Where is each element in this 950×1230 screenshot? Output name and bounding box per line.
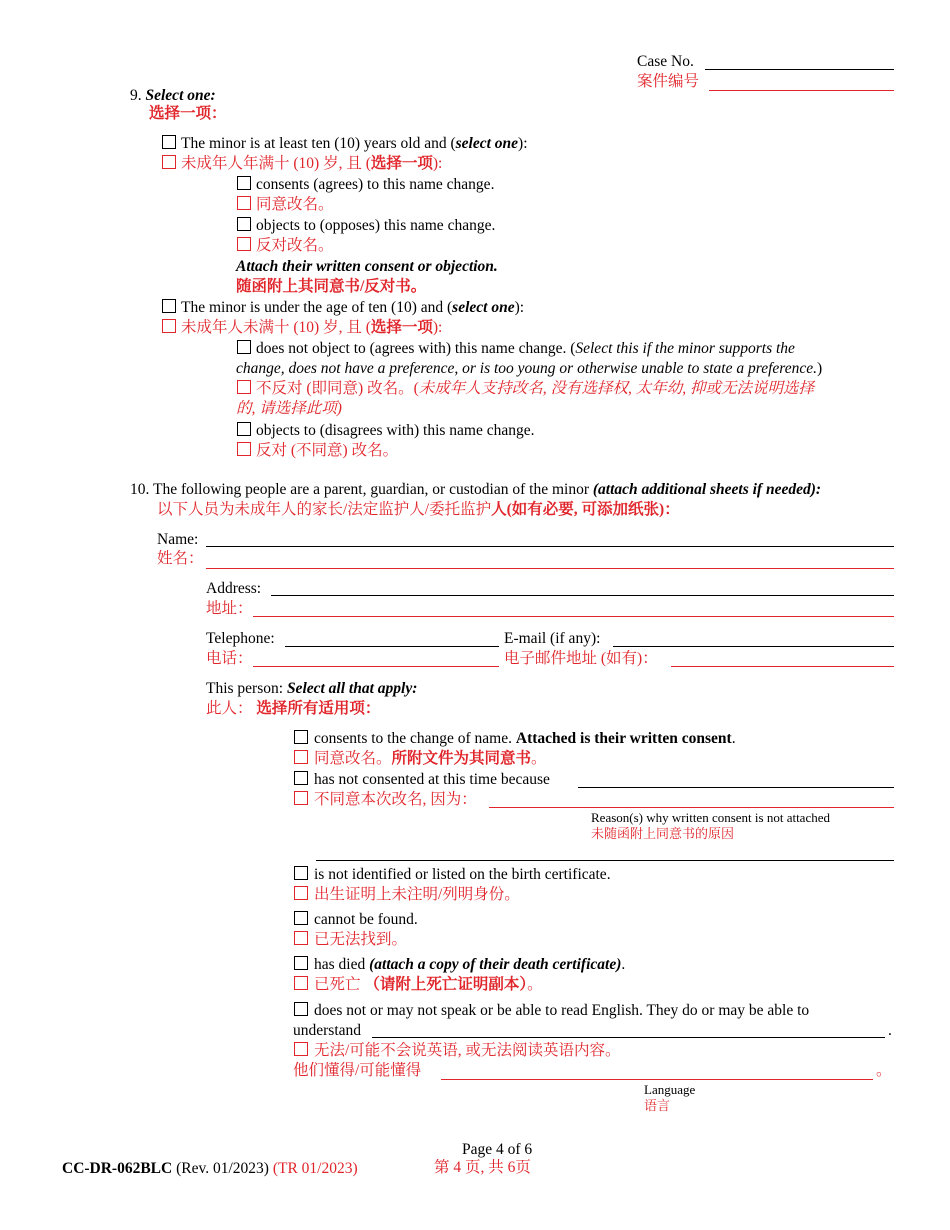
language-field[interactable] bbox=[372, 1037, 885, 1038]
person-consents-label-zh: 同意改名。所附文件为其同意书。 bbox=[314, 750, 547, 767]
language-caption: Language bbox=[644, 1082, 696, 1097]
does-not-object-checkbox[interactable] bbox=[237, 340, 251, 354]
person-consents-checkbox-zh[interactable] bbox=[294, 750, 308, 764]
name-label: Name: bbox=[157, 531, 199, 548]
person-consents-checkbox[interactable] bbox=[294, 730, 308, 744]
email-line-zh bbox=[671, 666, 894, 667]
page-number: Page 4 of 6 bbox=[462, 1141, 533, 1158]
minor-under-ten-label-zh: 未成年人未满十 (10) 岁, 且 (选择一项): bbox=[181, 319, 443, 336]
this-person-label: This person: Select all that apply: bbox=[206, 680, 418, 697]
not-on-birth-cert-checkbox[interactable] bbox=[294, 866, 308, 880]
item-10-intro: 10. The following people are a parent, guardian, or custodian of the minor (attach additional sheets if needed): bbox=[130, 481, 822, 498]
address-line-zh bbox=[253, 616, 894, 617]
language-caption-zh: 语言 bbox=[644, 1098, 671, 1113]
minor-under-ten-checkbox[interactable] bbox=[162, 299, 176, 313]
minor-under-ten-label: The minor is under the age of ten (10) and (select one): bbox=[181, 299, 525, 316]
telephone-line-zh bbox=[253, 666, 499, 667]
disagrees-checkbox-zh[interactable] bbox=[237, 442, 251, 456]
minor-over-ten-checkbox[interactable] bbox=[162, 135, 176, 149]
telephone-field[interactable] bbox=[285, 646, 499, 647]
cannot-be-found-label: cannot be found. bbox=[314, 911, 418, 928]
not-on-birth-cert-label-zh: 出生证明上未注明/列明身份。 bbox=[314, 886, 520, 903]
not-on-birth-cert-checkbox-zh[interactable] bbox=[294, 886, 308, 900]
minor-over-ten-label: The minor is at least ten (10) years old and (select one): bbox=[181, 135, 528, 152]
not-consented-line-zh bbox=[489, 807, 894, 808]
not-consented-checkbox[interactable] bbox=[294, 771, 308, 785]
consents-label-zh: 同意改名。 bbox=[256, 196, 334, 213]
case-no-line-zh bbox=[709, 90, 894, 91]
this-person-label-zh: 此人： 选择所有适用项： bbox=[206, 700, 381, 717]
understand-period: . bbox=[888, 1022, 892, 1039]
not-consented-checkbox-zh[interactable] bbox=[294, 791, 308, 805]
consents-checkbox-zh[interactable] bbox=[237, 196, 251, 210]
attach-instruction-zh: 随函附上其同意书/反对书。 bbox=[236, 278, 427, 295]
email-field[interactable] bbox=[613, 646, 894, 647]
consents-label: consents (agrees) to this name change. bbox=[256, 176, 495, 193]
does-not-object-checkbox-zh[interactable] bbox=[237, 380, 251, 394]
has-died-checkbox-zh[interactable] bbox=[294, 976, 308, 990]
reason-caption: Reason(s) why written consent is not attached bbox=[591, 810, 830, 825]
has-died-label: has died (attach a copy of their death certificate). bbox=[314, 956, 626, 973]
name-field[interactable] bbox=[206, 546, 894, 547]
disagrees-label: objects to (disagrees with) this name change. bbox=[256, 422, 535, 439]
not-on-birth-cert-label: is not identified or listed on the birth certificate. bbox=[314, 866, 611, 883]
person-consents-label: consents to the change of name. Attached is their written consent. bbox=[314, 730, 736, 747]
understand-label-zh: 他们懂得/可能懂得 bbox=[293, 1062, 422, 1079]
email-label-zh: 电子邮件地址 (如有)： bbox=[504, 650, 658, 667]
case-no-label-zh: 案件编号 bbox=[637, 73, 700, 90]
does-not-object-label-cont: change, does not have a preference, or is too young or otherwise unable to state a preference.) bbox=[236, 360, 823, 377]
address-label: Address: bbox=[206, 580, 262, 597]
does-not-object-label: does not object to (agrees with) this name change. (Select this if the minor supports the bbox=[256, 340, 795, 357]
consents-checkbox[interactable] bbox=[237, 176, 251, 190]
disagrees-checkbox[interactable] bbox=[237, 422, 251, 436]
minor-under-ten-checkbox-zh[interactable] bbox=[162, 319, 176, 333]
email-label: E-mail (if any): bbox=[504, 630, 601, 647]
objects-checkbox[interactable] bbox=[237, 217, 251, 231]
does-not-object-label-zh: 不反对 (即同意) 改名。(未成年人支持改名, 没有选择权, 太年幼, 抑或无法说明选择 bbox=[256, 380, 815, 397]
case-no-label: Case No. bbox=[637, 53, 694, 70]
form-id: CC-DR-062BLC (Rev. 01/2023) (TR 01/2023) bbox=[62, 1160, 358, 1177]
address-label-zh: 地址： bbox=[206, 600, 253, 617]
has-died-checkbox[interactable] bbox=[294, 956, 308, 970]
cannot-be-found-label-zh: 已无法找到。 bbox=[314, 931, 408, 948]
not-consented-reason-field[interactable] bbox=[578, 787, 894, 788]
reason-extra-line[interactable] bbox=[316, 860, 894, 861]
no-english-label-zh: 无法/可能不会说英语, 或无法阅读英语内容。 bbox=[314, 1042, 621, 1059]
minor-over-ten-label-zh: 未成年人年满十 (10) 岁, 且 (选择一项): bbox=[181, 155, 443, 172]
name-line-zh bbox=[206, 568, 894, 569]
address-field[interactable] bbox=[271, 595, 894, 596]
language-line-zh bbox=[441, 1079, 873, 1080]
attach-instruction: Attach their written consent or objection. bbox=[236, 258, 498, 275]
reason-caption-zh: 未随函附上同意书的原因 bbox=[591, 826, 735, 841]
objects-checkbox-zh[interactable] bbox=[237, 237, 251, 251]
objects-label: objects to (opposes) this name change. bbox=[256, 217, 496, 234]
does-not-object-label-zh-cont: 的, 请选择此项) bbox=[236, 400, 342, 417]
cannot-be-found-checkbox[interactable] bbox=[294, 911, 308, 925]
page-number-zh: 第 4 页, 共 6页 bbox=[434, 1159, 531, 1176]
understand-label: understand bbox=[293, 1022, 362, 1039]
telephone-label: Telephone: bbox=[206, 630, 275, 647]
name-label-zh: 姓名： bbox=[157, 550, 204, 567]
case-no-field[interactable] bbox=[705, 69, 894, 70]
telephone-label-zh: 电话： bbox=[206, 650, 253, 667]
no-english-checkbox-zh[interactable] bbox=[294, 1042, 308, 1056]
item-10-intro-zh: 以下人员为未成年人的家长/法定监护人/委托监护人(如有必要, 可添加纸张)： bbox=[157, 501, 680, 518]
objects-label-zh: 反对改名。 bbox=[256, 237, 334, 254]
disagrees-label-zh: 反对 (不同意) 改名。 bbox=[256, 442, 399, 459]
item-9-title-zh: 选择一项： bbox=[149, 105, 227, 122]
no-english-checkbox[interactable] bbox=[294, 1002, 308, 1016]
cannot-be-found-checkbox-zh[interactable] bbox=[294, 931, 308, 945]
not-consented-label: has not consented at this time because bbox=[314, 771, 550, 788]
has-died-label-zh: 已死亡 （请附上死亡证明副本）。 bbox=[314, 976, 543, 993]
not-consented-label-zh: 不同意本次改名, 因为： bbox=[314, 791, 477, 808]
minor-over-ten-checkbox-zh[interactable] bbox=[162, 155, 176, 169]
understand-period-zh: 。 bbox=[876, 1062, 892, 1079]
item-9-number: 9. Select one: bbox=[130, 87, 216, 104]
no-english-label: does not or may not speak or be able to read English. They do or may be able to bbox=[314, 1002, 810, 1019]
